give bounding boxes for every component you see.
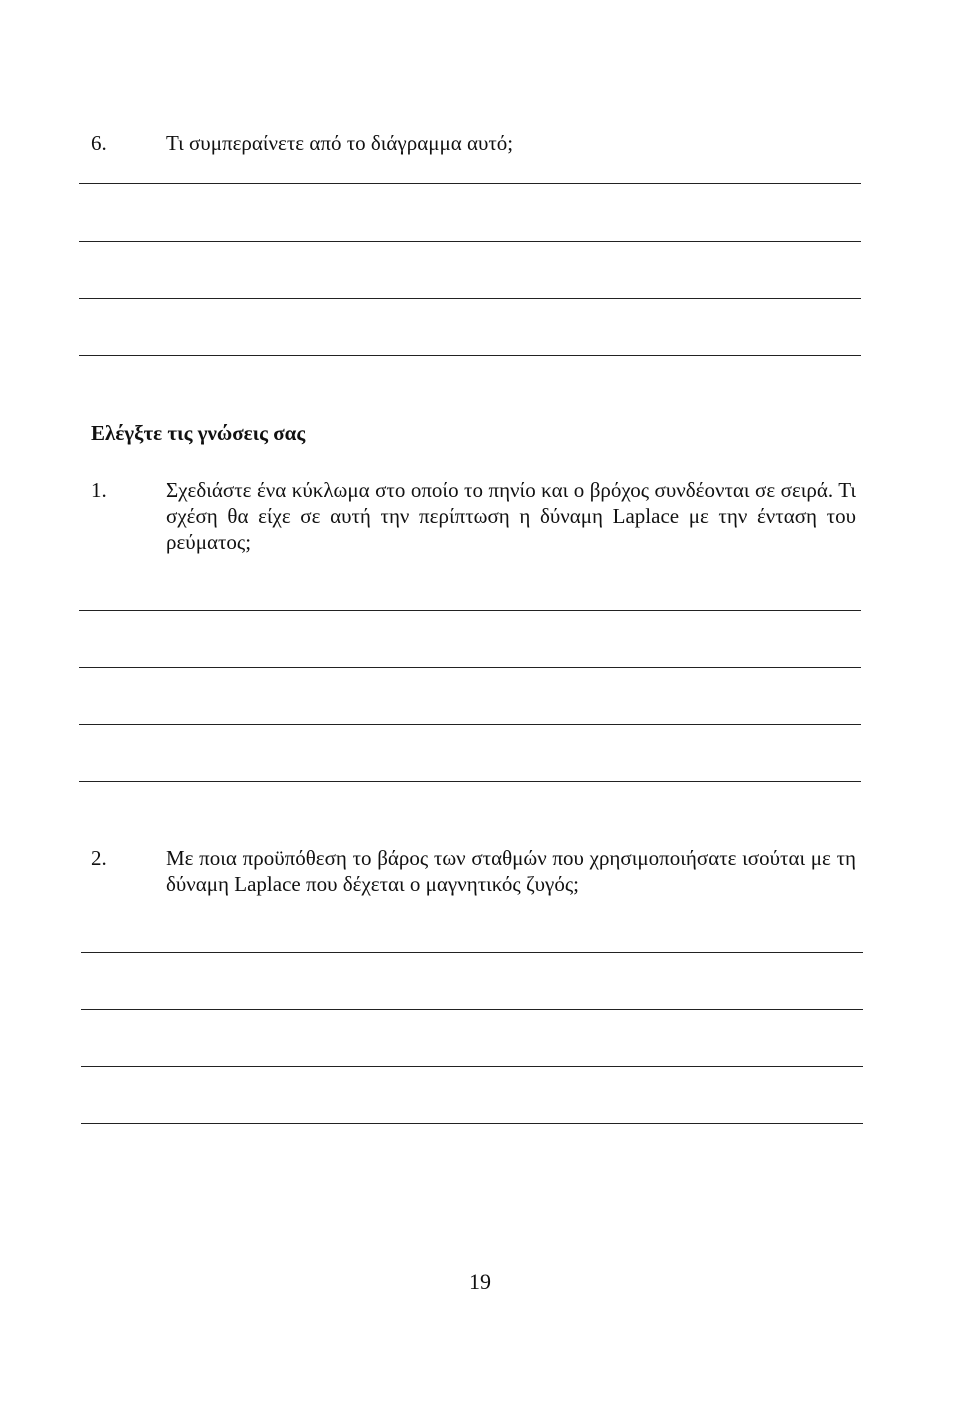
answer-line	[81, 952, 863, 953]
question-1-number: 1.	[91, 478, 107, 502]
question-2-number: 2.	[91, 846, 107, 870]
answer-line	[79, 667, 861, 668]
answer-line	[79, 724, 861, 725]
section-heading: Ελέγξτε τις γνώσεις σας	[91, 421, 306, 445]
answer-line	[79, 183, 861, 184]
answer-line	[81, 1123, 863, 1124]
page-number: 19	[469, 1269, 491, 1294]
answer-line	[79, 610, 861, 611]
answer-line	[81, 1009, 863, 1010]
question-2-text: Με ποια προϋπόθεση το βάρος των σταθμών που χρησιμοποιήσατε ισούται με τη δύναμη Laplace που δέχεται ο μαγνητικός ζυγός;	[166, 846, 856, 896]
question-1-text: Σχεδιάστε ένα κύκλωμα στο οποίο το πηνίο και ο βρόχος συνδέονται σε σειρά. Τι σχέση θα είχε σε αυτή την περίπτωση η δύναμη Laplace με την ένταση του ρεύματος;	[166, 478, 856, 554]
question-6-number: 6.	[91, 131, 107, 155]
answer-line	[79, 298, 861, 299]
answer-line	[81, 1066, 863, 1067]
answer-line	[79, 781, 861, 782]
question-6-text: Τι συμπεραίνετε από το διάγραμμα αυτό;	[166, 131, 514, 155]
answer-line	[79, 241, 861, 242]
answer-line	[79, 355, 861, 356]
